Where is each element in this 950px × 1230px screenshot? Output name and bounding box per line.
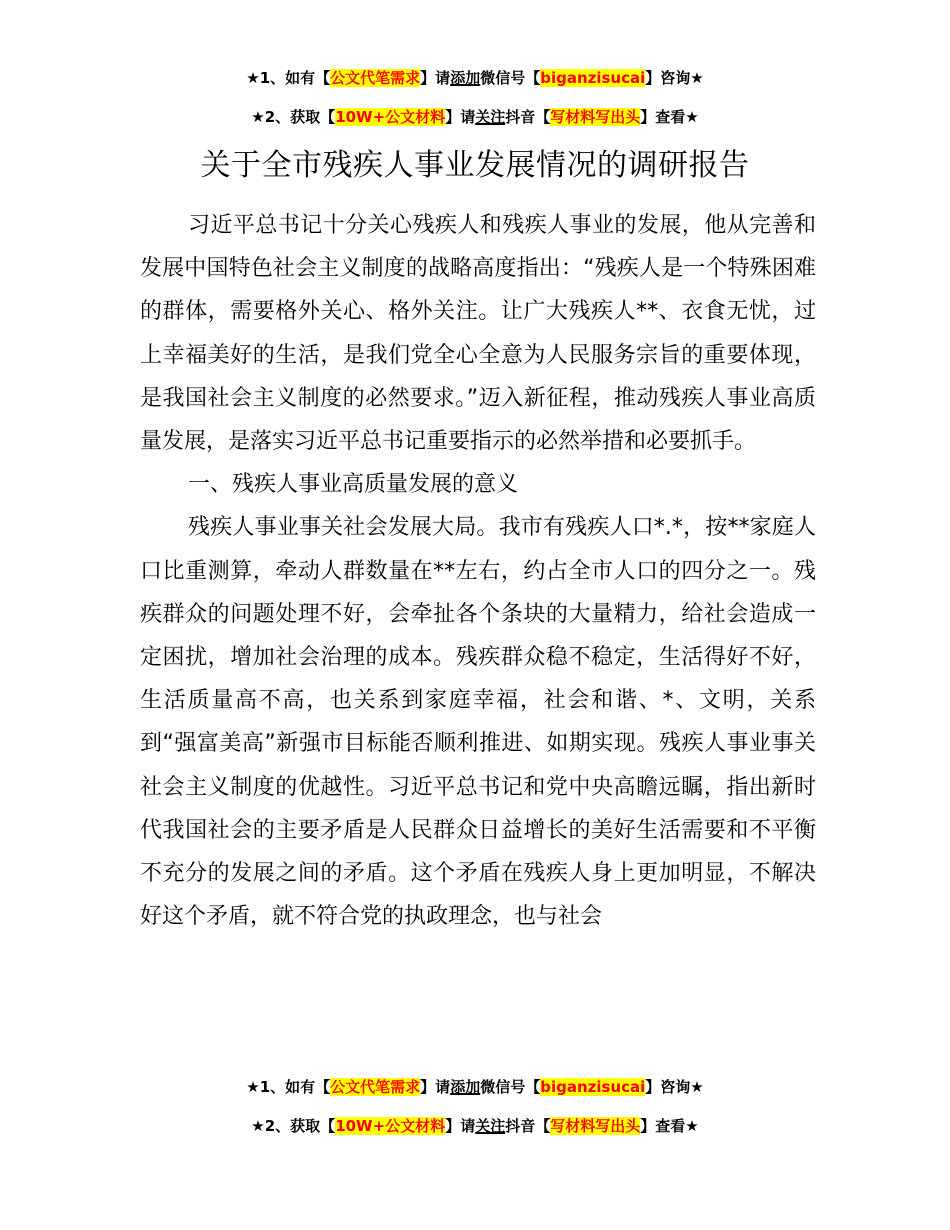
promo-text: 】请: [420, 1078, 451, 1096]
paragraph-significance: 残疾人事业事关社会发展大局。我市有残疾人口*.*，按**家庭人口比重测算，牵动人群数量在**左右，约占全市人口的四分之一。残疾群众的问题处理不好，会牵扯各个条块的大量精力，给社会造成一定困扰，增加社会治理的成本。残疾群众稳不稳定，生活得好不好，生活质量高不高，也关系到家庭幸福，社会和谐、*、文明，关系到“强富美高”新强市目标能否顺利推进、如期实现。残疾人事业事关社会主义制度的优越性。习近平总书记和党中央高瞻远瞩，指出新时代我国社会的主要矛盾是人民群众日益增长的美好生活需要和不平衡不充分的发展之间的矛盾。这个矛盾在残疾人身上更加明显，不解决好这个矛盾，就不符合党的执政理念，也与社会: [140, 515, 816, 930]
document-title: 关于全市残疾人事业发展情况的调研报告: [200, 148, 750, 183]
promo-highlight-service: 公文代笔需求: [330, 1078, 421, 1096]
promo-prefix: ★2、获取【: [251, 108, 336, 126]
promo-text: 抖音【: [505, 108, 551, 126]
promo-text: 抖音【: [505, 1117, 551, 1135]
promo-text: 】请: [445, 1117, 476, 1135]
promo-text: 】请: [445, 108, 476, 126]
promo-emphasis: 添加: [450, 1078, 481, 1096]
promo-prefix: ★2、获取【: [251, 1117, 336, 1135]
section-heading-1: 一、残疾人事业高质量发展的意义: [188, 472, 519, 498]
promo-emphasis: 添加: [450, 69, 481, 87]
promo-prefix: ★1、如有【: [246, 1078, 331, 1096]
promo-text: 微信号【: [480, 69, 541, 87]
promo-prefix: ★1、如有【: [246, 69, 331, 87]
promo-emphasis: 关注: [475, 108, 506, 126]
promo-highlight-materials: 10W+公文材料: [335, 108, 446, 126]
promo-highlight-service: 公文代笔需求: [330, 69, 421, 87]
promo-highlight-douyin: 写材料写出头: [550, 1117, 641, 1135]
promo-highlight-wechat: biganzisucai: [540, 69, 646, 87]
promo-line-1-bottom: [0, 1077, 950, 1097]
promo-suffix: 】查看★: [640, 1117, 699, 1135]
promo-text: 】请: [420, 69, 451, 87]
promo-suffix: 】咨询★: [645, 1078, 704, 1096]
promo-suffix: 】咨询★: [645, 69, 704, 87]
promo-line-2-bottom: [0, 1116, 950, 1136]
paragraph-intro: 习近平总书记十分关心残疾人和残疾人事业的发展，他从完善和发展中国特色社会主义制度的战略高度指出：“残疾人是一个特殊困难的群体，需要格外关心、格外关注。让广大残疾人**、衣食无忧，过上幸福美好的生活，是我们党全心全意为人民服务宗旨的重要体现，是我国社会主义制度的必然要求。”迈入新征程，推动残疾人事业高质量发展，是落实习近平总书记重要指示的必然举措和必要抓手。: [140, 213, 816, 455]
promo-suffix: 】查看★: [640, 108, 699, 126]
promo-line-1-top: [0, 68, 950, 88]
promo-highlight-douyin: 写材料写出头: [550, 108, 641, 126]
promo-highlight-wechat: biganzisucai: [540, 1078, 646, 1096]
document-body: [140, 204, 816, 938]
promo-emphasis: 关注: [475, 1117, 506, 1135]
promo-highlight-materials: 10W+公文材料: [335, 1117, 446, 1135]
promo-text: 微信号【: [480, 1078, 541, 1096]
promo-line-2-top: [0, 107, 950, 127]
